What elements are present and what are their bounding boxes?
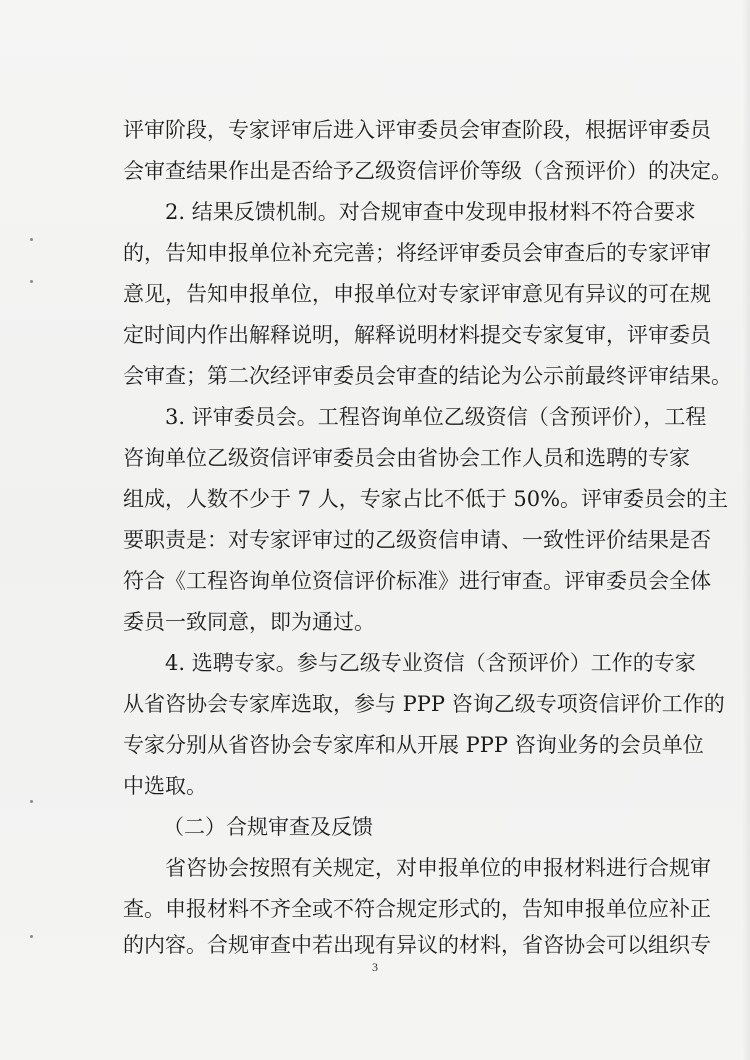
page-edge-shadow [742, 0, 750, 1060]
item-4-heading-line: 4. 选聘专家。参与乙级专业资信（含预评价）工作的专家 [165, 651, 696, 675]
scan-speck [30, 280, 33, 283]
item-3-heading-line: 3. 评审委员会。工程咨询单位乙级资信（含预评价），工程 [165, 405, 707, 429]
paragraph-line: 会审查结果作出是否给予乙级资信评价等级（含预评价）的决定。 [123, 159, 732, 183]
paragraph-line: 评审阶段，专家评审后进入评审委员会审查阶段，根据评审委员 [123, 118, 711, 142]
paragraph-line: 从省咨协会专家库选取，参与 PPP 咨询乙级专项资信评价工作的 [123, 692, 725, 716]
paragraph-line: 意见，告知申报单位，申报单位对专家评审意见有异议的可在规 [123, 282, 711, 306]
paragraph-line: 咨询单位乙级资信评审委员会由省协会工作人员和选聘的专家 [123, 446, 690, 470]
scan-speck [30, 935, 33, 938]
paragraph-line: 的内容。合规审查中若出现有异议的材料，省咨协会可以组织专 [123, 933, 711, 957]
item-2-heading-line: 2. 结果反馈机制。对合规审查中发现申报材料不符合要求 [165, 200, 696, 224]
paragraph-line: 中选取。 [123, 774, 207, 798]
paragraph-line: 查。申报材料不齐全或不符合规定形式的，告知申报单位应补正 [123, 897, 711, 921]
paragraph-line: 会审查；第二次经评审委员会审查的结论为公示前最终评审结果。 [123, 364, 732, 388]
paragraph-line: 定时间内作出解释说明，解释说明材料提交专家复审，评审委员 [123, 323, 711, 347]
paragraph-line: 组成，人数不少于 7 人，专家占比不低于 50%。评审委员会的主 [123, 487, 729, 511]
paragraph-line: 委员一致同意，即为通过。 [123, 610, 375, 634]
scan-speck [30, 238, 33, 241]
scan-speck [30, 800, 33, 803]
page-number: 3 [372, 960, 378, 974]
paragraph-line: 专家分别从省咨协会专家库和从开展 PPP 咨询业务的会员单位 [123, 733, 704, 757]
paragraph-line: 要职责是：对专家评审过的乙级资信申请、一致性评价结果是否 [123, 528, 711, 552]
paragraph-line: 省咨协会按照有关规定，对申报单位的申报材料进行合规审 [165, 856, 711, 880]
paragraph-line: 符合《工程咨询单位资信评价标准》进行审查。评审委员会全体 [123, 569, 711, 593]
paragraph-line: 的，告知申报单位补充完善；将经评审委员会审查后的专家评审 [123, 241, 711, 265]
section-heading: （二）合规审查及反馈 [163, 815, 373, 839]
